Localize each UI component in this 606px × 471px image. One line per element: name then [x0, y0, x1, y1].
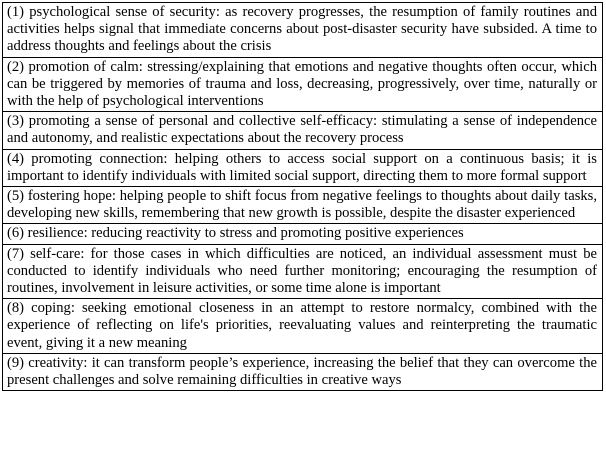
table-row	[3, 353, 603, 390]
principle-5-cell: (5) fostering hope: helping people to shift focus from negative feelings to thoughts about daily tasks, developing new skills, remembering that new growth is possible, despite the disaster experienced	[3, 187, 603, 224]
principle-1-cell: (1) psychological sense of security: as recovery progresses, the resumption of family routines and activities helps signal that immediate concerns about post-disaster security have subsided. A time to address thoughts and feelings about the crisis	[3, 3, 603, 58]
principle-6-cell: (6) resilience: reducing reactivity to stress and promoting positive experiences	[3, 224, 603, 244]
table-row	[3, 244, 603, 299]
principle-4-cell: (4) promoting connection: helping others to access social support on a continuous basis; it is important to identify individuals with limited social support, directing them to more formal support	[3, 149, 603, 186]
principle-7-cell: (7) self-care: for those cases in which difficulties are noticed, an individual assessment must be conducted to identify individuals who need further monitoring; encouraging the resumption of routines, involvement in leisure activities, or some time alone is important	[3, 244, 603, 299]
table-row	[3, 57, 603, 112]
table-row	[3, 224, 603, 244]
table-row	[3, 3, 603, 58]
principle-8-cell: (8) coping: seeking emotional closeness in an attempt to restore normalcy, combined with the experience of reflecting on life's priorities, reevaluating values and reinterpreting the traumatic event, giving it a new meaning	[3, 299, 603, 354]
principle-2-cell: (2) promotion of calm: stressing/explaining that emotions and negative thoughts often occur, which can be triggered by memories of trauma and loss, decreasing, progressively, over time, naturally or with the help of psychological interventions	[3, 57, 603, 112]
table-row	[3, 187, 603, 224]
principle-9-cell: (9) creativity: it can transform people’s experience, increasing the belief that they can overcome the present challenges and solve remaining difficulties in creative ways	[3, 353, 603, 390]
table-row	[3, 299, 603, 354]
table-row	[3, 112, 603, 149]
intervention-principles-table	[2, 2, 603, 391]
table-row	[3, 149, 603, 186]
principle-3-cell: (3) promoting a sense of personal and collective self-efficacy: stimulating a sense of independence and autonomy, and realistic expectations about the recovery process	[3, 112, 603, 149]
